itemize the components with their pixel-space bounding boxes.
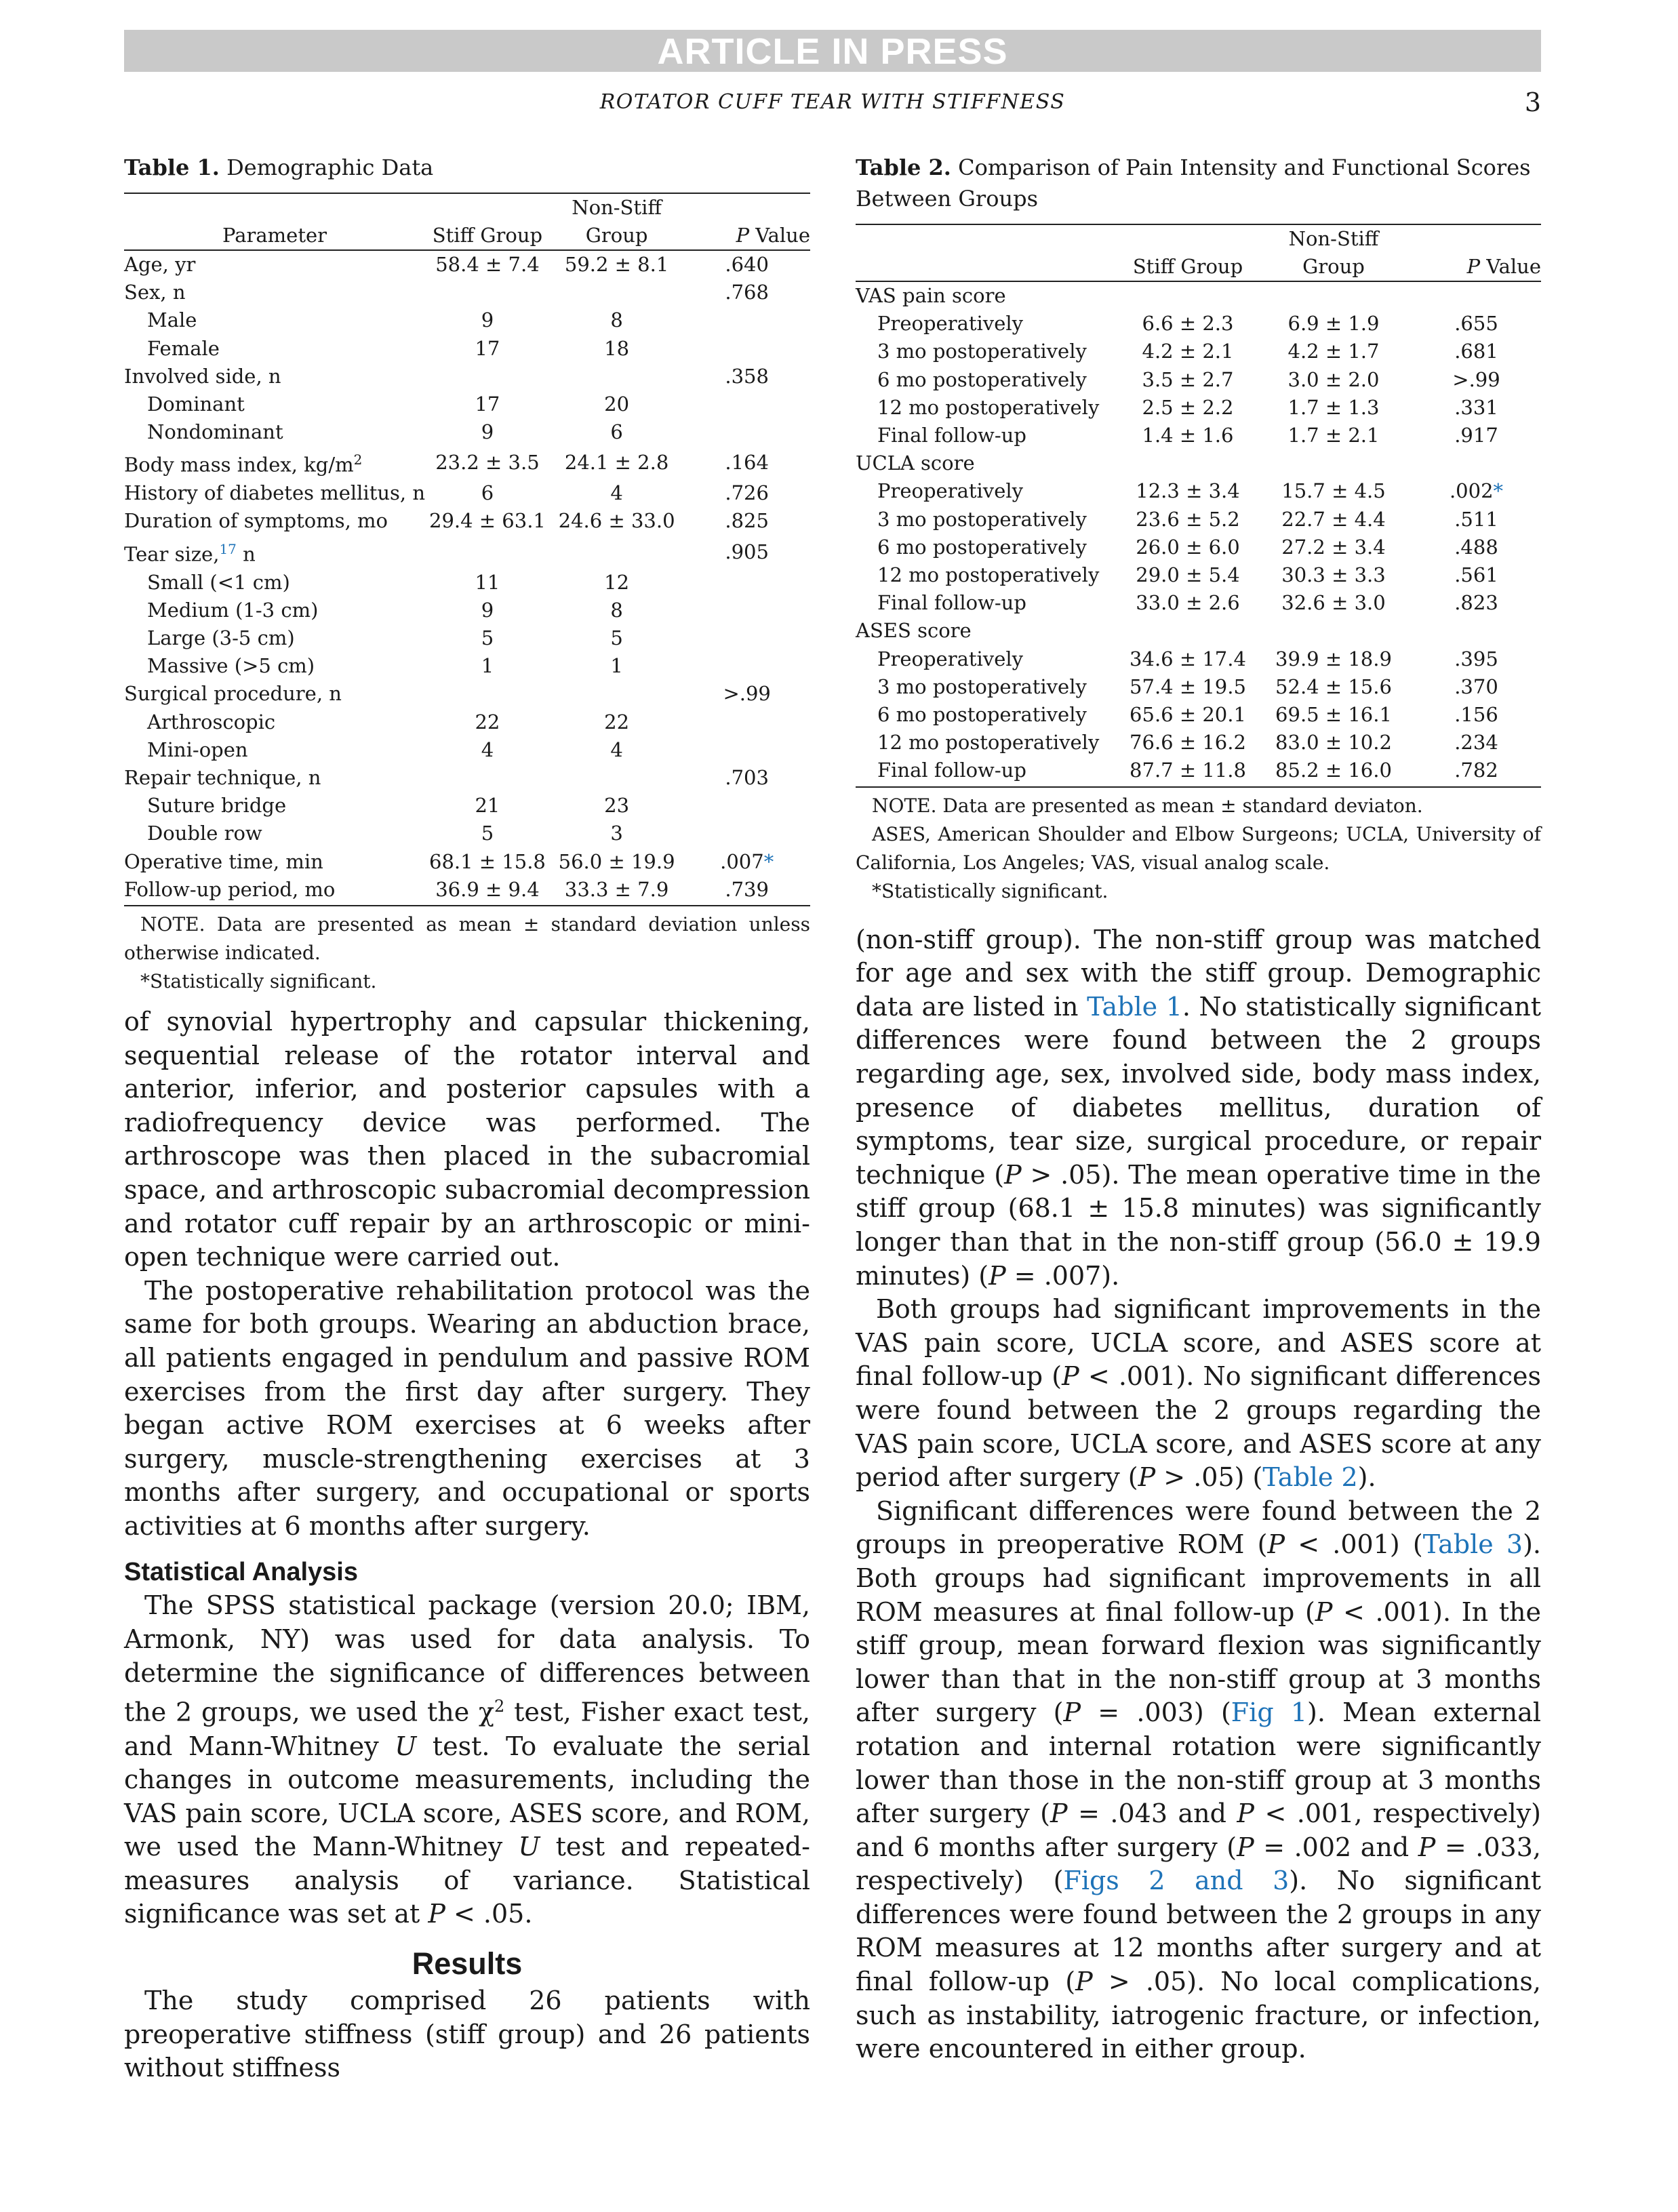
cell-p-value: .395 <box>1454 647 1498 670</box>
significance-marker[interactable]: * <box>763 849 774 873</box>
table2 <box>856 224 1541 788</box>
row-label: Male <box>147 308 197 332</box>
cell-nonstiff-group: 6.9 ± 1.9 <box>1287 312 1380 336</box>
row-label: Preoperatively <box>877 479 1024 503</box>
cell-stiff-group: 17 <box>475 393 500 416</box>
cell-nonstiff-group: 22 <box>604 710 630 733</box>
cell-stiff-group: 12.3 ± 3.4 <box>1136 479 1240 503</box>
cell-nonstiff-group: 24.6 ± 33.0 <box>558 509 675 533</box>
right-body-text <box>856 923 1541 2066</box>
row-label: Female <box>147 336 220 360</box>
row-label: UCLA score <box>856 451 975 475</box>
cell-stiff-group: 9 <box>481 308 494 332</box>
left-body-text <box>124 1005 810 2085</box>
table1-label: Table 1. <box>124 155 220 180</box>
row-label: Preoperatively <box>877 312 1024 336</box>
cell-p-value <box>683 652 810 680</box>
table1-notes <box>124 910 810 996</box>
cell-nonstiff-group: 6 <box>610 420 623 444</box>
cell-p-value: .681 <box>1454 340 1498 363</box>
table-row <box>856 449 1541 477</box>
cell-stiff-group <box>1120 449 1256 477</box>
table2-head-nonstiff-2: Group <box>1256 253 1412 281</box>
cell-p-value <box>683 792 810 820</box>
table2-abbrev: ASES, American Shoulder and Elbow Surgeons; UCLA, University of California, Los Angeles; VAS, visual analog scale. <box>856 822 1541 874</box>
table-row <box>124 479 810 507</box>
cell-p-value: .782 <box>1412 757 1541 786</box>
cell-nonstiff-group: 3 <box>610 822 623 845</box>
cell-stiff-group: 9 <box>481 598 494 622</box>
cell-stiff-group: 29.4 ± 63.1 <box>429 509 546 533</box>
cell-stiff-group <box>425 764 550 792</box>
table-row <box>124 652 810 680</box>
cell-nonstiff-group: 56.0 ± 19.9 <box>558 849 675 873</box>
table-row <box>856 477 1541 505</box>
table1-title: Demographic Data <box>226 155 434 180</box>
cell-nonstiff-group: 39.9 ± 18.9 <box>1275 647 1392 670</box>
cell-p-value <box>683 418 810 446</box>
table-row <box>124 569 810 597</box>
link-table-2[interactable]: Table 2 <box>1262 1462 1358 1493</box>
cell-p-value <box>683 820 810 847</box>
table-row <box>124 680 810 708</box>
cell-stiff-group: 23.6 ± 5.2 <box>1136 507 1240 531</box>
table-row <box>124 708 810 736</box>
cell-p-value: .156 <box>1454 703 1498 727</box>
cell-stiff-group <box>425 279 550 306</box>
table2-body <box>856 281 1541 787</box>
cell-stiff-group: 34.6 ± 17.4 <box>1130 647 1246 670</box>
cell-stiff-group: 6.6 ± 2.3 <box>1142 312 1234 336</box>
cell-stiff-group: 87.7 ± 11.8 <box>1120 757 1256 786</box>
cell-p-value <box>683 736 810 764</box>
table2-note: NOTE. Data are presented as mean ± standard deviaton. <box>872 794 1423 817</box>
row-label: Duration of symptoms, mo <box>124 509 388 533</box>
row-label: Surgical procedure, n <box>124 682 342 706</box>
cell-p-value <box>1412 449 1541 477</box>
cell-nonstiff-group <box>550 279 683 306</box>
significance-marker[interactable]: * <box>1493 479 1504 503</box>
row-label: VAS pain score <box>856 284 1006 307</box>
statistical-analysis-heading: Statistical Analysis <box>124 1558 358 1587</box>
row-label: Nondominant <box>147 420 283 444</box>
cell-p-value: .703 <box>725 765 769 789</box>
left-paragraph-2: The postoperative rehabilitation protocol was the same for both groups. Wearing an abduction brace, all patients engaged in pendulum and passive ROM exercises from the first day after surgery. They began active ROM exercises at 6 weeks after surgery, muscle-strengthening exercises at 3 months after surgery, and occupational or sports activities at 6 months after surgery. <box>124 1275 810 1541</box>
row-label: 3 mo postoperatively <box>877 675 1087 698</box>
cell-nonstiff-group: 8 <box>610 308 623 332</box>
table1-head-stiff: Stiff Group <box>425 222 550 250</box>
row-label: Body mass index, $kg/m^2$ <box>124 451 363 477</box>
left-paragraph-3: The SPSS statistical package (version 20.0; IBM, Armonk, NY) was used for data analysis. To determine the significance of differences between the 2 groups, we used the $\chi^2$ test, Fisher exact test, and Mann-Whitney U test. To evaluate the serial changes in outcome measurements, including the VAS pain score, UCLA score, ASES score, and ROM, we used the Mann-Whitney U test and repeated-measures analysis of variance. Statistical significance was set at P < .05. <box>124 1590 811 1929</box>
cell-p-value: .917 <box>1454 424 1498 447</box>
cell-p-value: .739 <box>683 876 810 906</box>
row-label: 12 mo postoperatively <box>877 395 1100 419</box>
cell-stiff-group: 11 <box>475 570 500 594</box>
cell-stiff-group: 76.6 ± 16.2 <box>1130 731 1246 755</box>
cell-nonstiff-group: 4 <box>610 738 623 761</box>
cell-nonstiff-group: 15.7 ± 4.5 <box>1281 479 1386 503</box>
cell-nonstiff-group: 69.5 ± 16.1 <box>1275 703 1392 727</box>
reference-link[interactable]: 17 <box>219 540 237 557</box>
cell-p-value: .331 <box>1454 395 1498 419</box>
cell-nonstiff-group: 1.7 ± 2.1 <box>1287 424 1380 447</box>
table2-notes <box>856 792 1541 906</box>
table-row <box>124 876 810 906</box>
results-heading: Results <box>412 1946 523 1982</box>
cell-p-value <box>683 335 810 363</box>
row-label: Tear size,$^{17}$ n <box>124 540 256 566</box>
cell-nonstiff-group: 1 <box>610 654 623 678</box>
table1-head-pvalue: P Value <box>683 222 810 250</box>
table2-head-stiff: Stiff Group <box>1120 253 1256 281</box>
table-row <box>856 645 1541 673</box>
cell-stiff-group: 23.2 ± 3.5 <box>435 451 540 475</box>
cell-stiff-group: 29.0 ± 5.4 <box>1136 563 1240 587</box>
cell-stiff-group: 1.4 ± 1.6 <box>1142 424 1234 447</box>
cell-nonstiff-group <box>1256 281 1412 310</box>
row-label: Medium (1-3 cm) <box>147 598 319 622</box>
table-row <box>124 848 810 876</box>
row-label: Repair technique, n <box>124 765 321 789</box>
cell-p-value <box>683 390 810 418</box>
table-row <box>856 366 1541 394</box>
row-label: Small (<1 cm) <box>147 570 290 594</box>
table-row <box>856 561 1541 589</box>
row-label: 3 mo postoperatively <box>877 340 1087 363</box>
link-figs-2-3[interactable]: Figs 2 and 3 <box>1063 1866 1290 1896</box>
table2-caption <box>856 152 1541 214</box>
cell-stiff-group: 33.0 ± 2.6 <box>1136 591 1240 615</box>
table-row <box>856 589 1541 617</box>
cell-stiff-group: 26.0 ± 6.0 <box>1136 535 1240 559</box>
row-label: 6 mo postoperatively <box>877 703 1087 727</box>
table2-head-pvalue: P Value <box>1412 253 1541 281</box>
table2-footnote: *Statistically significant. <box>872 879 1108 902</box>
table-row <box>124 736 810 764</box>
row-label: 12 mo postoperatively <box>877 563 1100 587</box>
table-row <box>856 338 1541 365</box>
row-label: Large (3-5 cm) <box>147 626 295 649</box>
row-label: Follow-up period, mo <box>124 876 425 906</box>
table-row <box>124 250 810 279</box>
row-label: Dominant <box>147 393 245 416</box>
cell-p-value: .561 <box>1454 563 1498 587</box>
left-paragraph-1: of synovial hypertrophy and capsular thickening, sequential release of the rotator interval and anterior, inferior, and posterior capsules with a radiofrequency device was performed. The arthroscope was then placed in the subacromial space, and arthroscopic subacromial decompression and rotator cuff repair by an arthroscopic or mini-open technique were carried out. <box>124 1006 810 1272</box>
cell-stiff-group: 5 <box>481 822 494 845</box>
cell-nonstiff-group: 5 <box>610 626 623 649</box>
table-row <box>856 506 1541 534</box>
cell-nonstiff-group: 24.1 ± 2.8 <box>564 451 669 475</box>
cell-stiff-group: 4.2 ± 2.1 <box>1142 340 1234 363</box>
cell-nonstiff-group <box>550 363 683 390</box>
table-row <box>124 418 810 446</box>
table-row <box>124 390 810 418</box>
cell-stiff-group: 68.1 ± 15.8 <box>429 849 546 873</box>
page-number: 3 <box>1524 87 1541 117</box>
cell-p-value: >.99 <box>723 682 771 706</box>
cell-stiff-group: 1 <box>481 654 494 678</box>
cell-nonstiff-group: 59.2 ± 8.1 <box>564 253 669 276</box>
cell-p-value <box>683 597 810 624</box>
cell-nonstiff-group: 3.0 ± 2.0 <box>1287 367 1380 391</box>
table-row <box>856 701 1541 729</box>
cell-p-value: .488 <box>1454 535 1498 559</box>
table-row <box>124 624 810 652</box>
cell-p-value: >.99 <box>1452 367 1500 391</box>
cell-p-value <box>683 306 810 334</box>
cell-stiff-group: 9 <box>481 420 494 444</box>
cell-p-value: .825 <box>725 509 769 533</box>
table-row <box>856 310 1541 338</box>
table-row <box>856 757 1541 786</box>
cell-stiff-group: 22 <box>475 710 500 733</box>
running-title: ROTATOR CUFF TEAR WITH STIFFNESS <box>599 90 1066 114</box>
cell-nonstiff-group <box>550 536 683 569</box>
cell-stiff-group: 65.6 ± 20.1 <box>1130 703 1246 727</box>
cell-nonstiff-group: 30.3 ± 3.3 <box>1281 563 1386 587</box>
cell-p-value <box>1412 617 1541 645</box>
cell-p-value: .511 <box>1454 507 1498 531</box>
table-row <box>856 394 1541 422</box>
table1-footnote: *Statistically significant. <box>140 969 377 992</box>
table-row <box>124 279 810 306</box>
cell-stiff-group: 2.5 ± 2.2 <box>1142 395 1234 419</box>
left-column <box>124 142 810 2085</box>
row-label: Double row <box>147 822 262 845</box>
row-label: ASES score <box>856 619 972 643</box>
cell-nonstiff-group: 8 <box>610 598 623 622</box>
cell-nonstiff-group: 4 <box>610 481 623 505</box>
table-row <box>124 363 810 390</box>
cell-p-value <box>683 624 810 652</box>
table1-head-nonstiff-1: Non-Stiff <box>572 196 662 219</box>
cell-stiff-group <box>425 536 550 569</box>
cell-nonstiff-group <box>1256 449 1412 477</box>
cell-nonstiff-group: 83.0 ± 10.2 <box>1275 731 1392 755</box>
row-label: Final follow-up <box>877 591 1026 615</box>
table-row <box>124 446 810 479</box>
cell-p-value: .002* <box>1449 479 1504 503</box>
cell-p-value: .768 <box>725 281 769 304</box>
cell-p-value: .905 <box>725 540 769 563</box>
row-label: History of diabetes mellitus, n <box>124 481 426 505</box>
row-label: Suture bridge <box>147 794 287 818</box>
cell-nonstiff-group: 23 <box>604 794 630 818</box>
cell-nonstiff-group: 33.3 ± 7.9 <box>550 876 683 906</box>
left-paragraph-4: The study comprised 26 patients with preoperative stiffness (stiff group) and 26 patients without stiffness <box>124 1986 810 2083</box>
table1 <box>124 193 810 906</box>
cell-stiff-group: 4 <box>481 738 494 761</box>
table-row <box>124 820 810 847</box>
cell-p-value <box>1412 281 1541 310</box>
cell-nonstiff-group <box>550 764 683 792</box>
row-label: Age, yr <box>124 253 196 276</box>
row-label: 3 mo postoperatively <box>877 507 1087 531</box>
table2-head-nonstiff-1: Non-Stiff <box>1288 227 1379 250</box>
table-row <box>856 617 1541 645</box>
cell-p-value: .640 <box>725 253 769 276</box>
right-paragraph-1: (non-stiff group). The non-stiff group was matched for age and sex with the stiff group. Demographic data are listed in Table 1. No statistically significant differences were found between the 2 groups regarding age, sex, involved side, body mass index, presence of diabetes mellitus, duration of symptoms, tear size, surgical procedure, or repair technique (P > .05). The mean operative time in the stiff group (68.1 ± 15.8 minutes) was significantly longer than that in the non-stiff group (56.0 ± 19.9 minutes) (P = .007). <box>856 924 1541 1291</box>
row-label: Preoperatively <box>877 647 1024 670</box>
row-label: Operative time, min <box>124 849 323 873</box>
cell-p-value: .726 <box>725 481 769 505</box>
cell-stiff-group: 58.4 ± 7.4 <box>435 253 540 276</box>
cell-p-value: .358 <box>725 364 769 388</box>
table2-title: Comparison of Pain Intensity and Functional Scores Between Groups <box>856 155 1531 212</box>
link-table-3[interactable]: Table 3 <box>1422 1529 1523 1560</box>
row-label: Sex, n <box>124 281 186 304</box>
row-label: 6 mo postoperatively <box>877 535 1087 559</box>
cell-stiff-group <box>1120 281 1256 310</box>
cell-stiff-group: 36.9 ± 9.4 <box>425 876 550 906</box>
cell-stiff-group: 5 <box>481 626 494 649</box>
cell-stiff-group: 21 <box>475 794 500 818</box>
row-label: Arthroscopic <box>147 710 276 733</box>
cell-nonstiff-group: 85.2 ± 16.0 <box>1256 757 1412 786</box>
cell-stiff-group <box>425 680 550 708</box>
table-row <box>124 764 810 792</box>
table-row <box>124 597 810 624</box>
cell-nonstiff-group: 4.2 ± 1.7 <box>1287 340 1380 363</box>
cell-stiff-group: 57.4 ± 19.5 <box>1130 675 1246 698</box>
cell-p-value: .655 <box>1454 312 1498 336</box>
table1-note: NOTE. Data are presented as mean ± standard deviation unless otherwise indicated. <box>124 912 810 964</box>
row-label: 12 mo postoperatively <box>877 731 1100 755</box>
table-row <box>124 335 810 363</box>
link-fig-1[interactable]: Fig 1 <box>1231 1697 1308 1728</box>
cell-nonstiff-group: 1.7 ± 1.3 <box>1287 395 1380 419</box>
cell-nonstiff-group: 12 <box>604 570 630 594</box>
table-row <box>856 422 1541 449</box>
cell-nonstiff-group: 32.6 ± 3.0 <box>1281 591 1386 615</box>
cell-nonstiff-group <box>1256 617 1412 645</box>
cell-nonstiff-group: 22.7 ± 4.4 <box>1281 507 1386 531</box>
cell-stiff-group: 3.5 ± 2.7 <box>1142 367 1234 391</box>
table-row <box>856 281 1541 310</box>
row-label: Mini-open <box>147 738 248 761</box>
cell-p-value: .007* <box>720 849 774 873</box>
table2-label: Table 2. <box>856 155 951 180</box>
table1-head-nonstiff-2: Group <box>550 222 683 250</box>
table1-head-parameter: Parameter <box>124 222 425 250</box>
cell-nonstiff-group: 18 <box>604 336 630 360</box>
table-row <box>856 729 1541 757</box>
row-label: Massive (>5 cm) <box>147 654 315 678</box>
cell-nonstiff-group: 27.2 ± 3.4 <box>1281 535 1386 559</box>
cell-nonstiff-group <box>550 680 683 708</box>
cell-p-value <box>683 569 810 597</box>
right-paragraph-3: Significant differences were found between the 2 groups in preoperative ROM (P < .001) (Table 3). Both groups had significant improvements in all ROM measures at final follow-up (P < .001). In the stiff group, mean forward flexion was significantly lower than that in the non-stiff group at 3 months after surgery (P = .003) (Fig 1). Mean external rotation and internal rotation were significantly lower than those in the non-stiff group at 3 months after surgery (P = .043 and P < .001, respectively) and 6 months after surgery (P = .002 and P = .033, respectively) (Figs 2 and 3). No significant differences were found between the 2 groups in any ROM measures at 12 months after surgery and at final follow-up (P > .05). No local complications, such as instability, iatrogenic fracture, or infection, were encountered in either group. <box>856 1495 1542 2064</box>
table-row <box>856 534 1541 561</box>
table-row <box>124 792 810 820</box>
cell-stiff-group <box>1120 617 1256 645</box>
right-paragraph-2: Both groups had significant improvements in the VAS pain score, UCLA score, and ASES score at final follow-up (P < .001). No significant differences were found between the 2 groups regarding the VAS pain score, UCLA score, and ASES score at any period after surgery (P > .05) (Table 2). <box>856 1294 1542 1493</box>
cell-nonstiff-group: 20 <box>604 393 630 416</box>
row-label: Involved side, n <box>124 364 281 388</box>
link-table-1[interactable]: Table 1 <box>1087 991 1182 1022</box>
row-label: Final follow-up <box>856 757 1120 786</box>
table1-body <box>124 250 810 906</box>
cell-p-value: .234 <box>1454 731 1498 755</box>
cell-p-value: .823 <box>1454 591 1498 615</box>
cell-stiff-group <box>425 363 550 390</box>
cell-stiff-group: 17 <box>475 336 500 360</box>
table1-caption <box>124 152 810 183</box>
article-in-press-banner: ARTICLE IN PRESS <box>124 30 1541 72</box>
running-head <box>124 85 1541 119</box>
cell-stiff-group: 6 <box>481 481 494 505</box>
cell-p-value: .164 <box>725 451 769 475</box>
right-column <box>856 142 1541 2066</box>
table-row <box>856 673 1541 701</box>
table-row <box>124 536 810 569</box>
cell-p-value <box>683 708 810 736</box>
cell-nonstiff-group: 52.4 ± 15.6 <box>1275 675 1392 698</box>
table-row <box>124 306 810 334</box>
row-label: Final follow-up <box>877 424 1026 447</box>
cell-p-value: .370 <box>1454 675 1498 698</box>
row-label: 6 mo postoperatively <box>877 367 1087 391</box>
table-row <box>124 507 810 535</box>
